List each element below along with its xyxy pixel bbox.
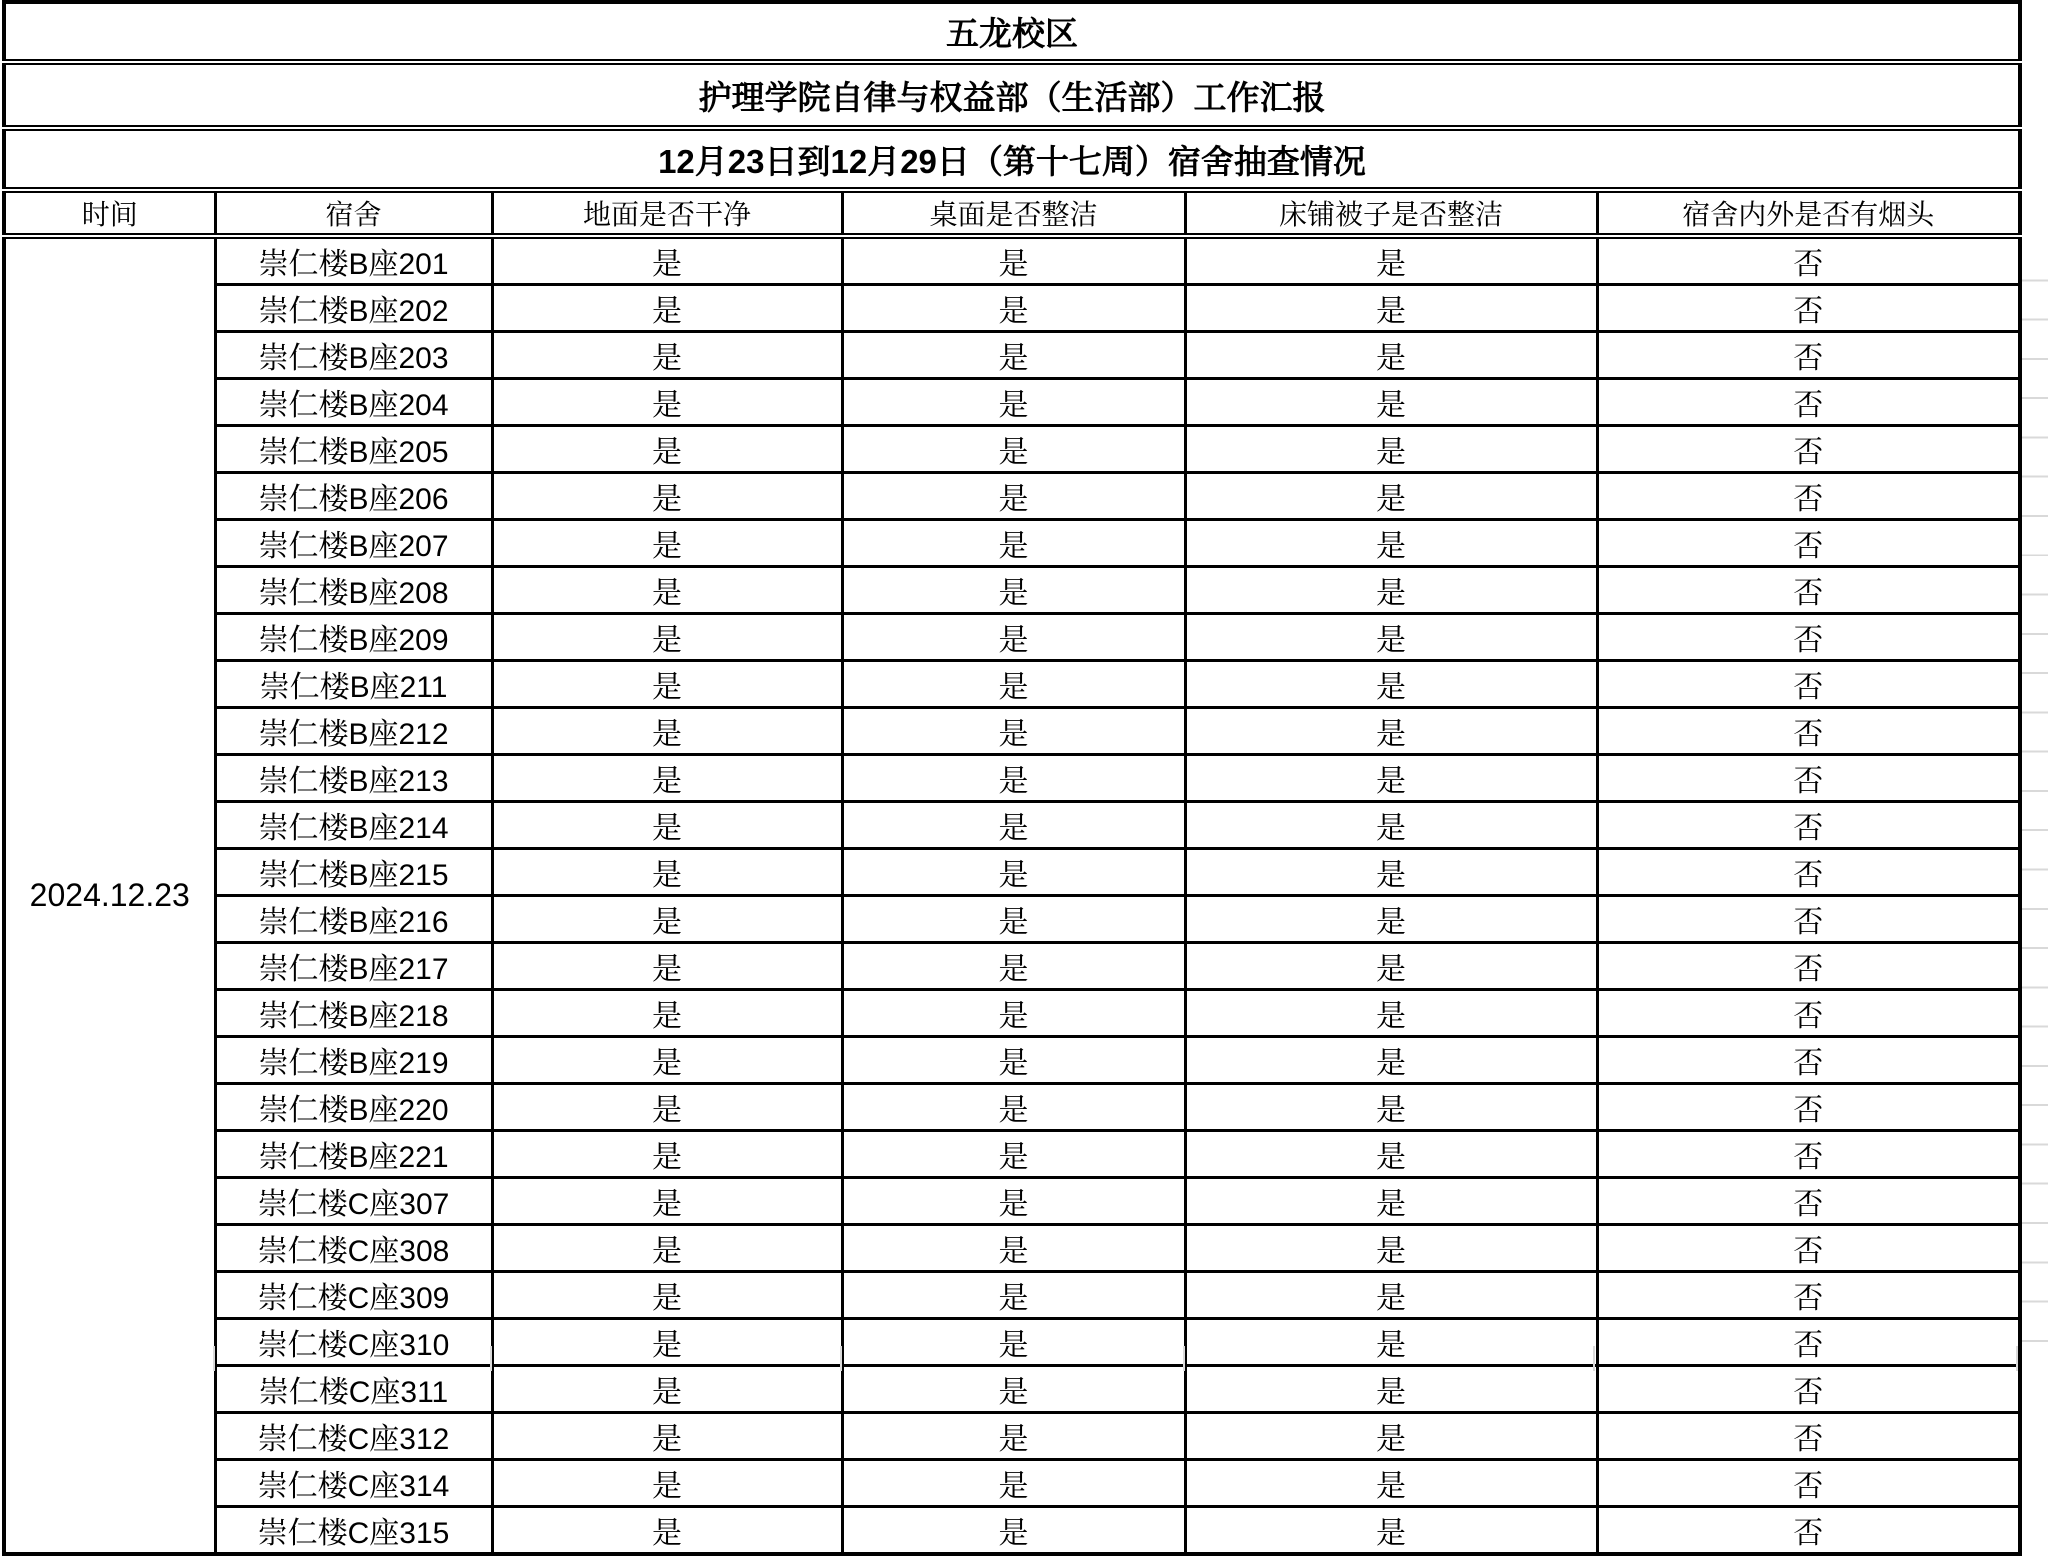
check-cell-cigarette-butts: 否 — [1597, 1460, 2020, 1507]
check-cell-floor-clean: 是 — [492, 332, 842, 379]
dorm-cell: 崇仁楼C座309 — [215, 1272, 492, 1319]
table-row — [4, 567, 2020, 614]
check-cell-cigarette-butts: 否 — [1597, 1178, 2020, 1225]
table-row — [4, 1178, 2020, 1225]
check-cell-cigarette-butts: 否 — [1597, 708, 2020, 755]
check-cell-floor-clean: 是 — [492, 990, 842, 1037]
check-cell-bed-tidy: 是 — [1185, 1178, 1597, 1225]
check-cell-desk-tidy: 是 — [842, 1225, 1185, 1272]
check-cell-cigarette-butts: 否 — [1597, 614, 2020, 661]
check-cell-bed-tidy: 是 — [1185, 236, 1597, 285]
check-cell-desk-tidy: 是 — [842, 520, 1185, 567]
check-cell-desk-tidy: 是 — [842, 1507, 1185, 1555]
table-row — [4, 426, 2020, 473]
grid-extension-bottom-line — [490, 1346, 492, 1371]
check-cell-desk-tidy: 是 — [842, 1366, 1185, 1413]
table-header-row — [4, 190, 2020, 236]
dorm-cell: 崇仁楼B座204 — [215, 379, 492, 426]
dorm-cell: 崇仁楼C座310 — [215, 1319, 492, 1366]
check-cell-floor-clean: 是 — [492, 943, 842, 990]
check-cell-bed-tidy: 是 — [1185, 1319, 1597, 1366]
table-row — [4, 1272, 2020, 1319]
check-cell-desk-tidy: 是 — [842, 849, 1185, 896]
table-row — [4, 236, 2020, 285]
check-cell-cigarette-butts: 否 — [1597, 661, 2020, 708]
check-cell-cigarette-butts: 否 — [1597, 1225, 2020, 1272]
check-cell-floor-clean: 是 — [492, 755, 842, 802]
check-cell-desk-tidy: 是 — [842, 1084, 1185, 1131]
check-cell-bed-tidy: 是 — [1185, 1225, 1597, 1272]
check-cell-desk-tidy: 是 — [842, 1037, 1185, 1084]
column-header-dorm: 宿舍 — [215, 190, 492, 236]
check-cell-bed-tidy: 是 — [1185, 1084, 1597, 1131]
check-cell-bed-tidy: 是 — [1185, 849, 1597, 896]
table-row — [4, 755, 2020, 802]
check-cell-floor-clean: 是 — [492, 614, 842, 661]
grid-extension-right — [2022, 242, 2048, 1342]
check-cell-cigarette-butts: 否 — [1597, 1366, 2020, 1413]
check-cell-desk-tidy: 是 — [842, 1131, 1185, 1178]
check-cell-desk-tidy: 是 — [842, 1460, 1185, 1507]
title-row-period — [4, 128, 2020, 190]
dorm-cell: 崇仁楼B座201 — [215, 236, 492, 285]
dorm-cell: 崇仁楼B座211 — [215, 661, 492, 708]
report-title: 护理学院自律与权益部（生活部）工作汇报 — [4, 62, 2020, 128]
dorm-cell: 崇仁楼C座315 — [215, 1507, 492, 1555]
check-cell-cigarette-butts: 否 — [1597, 332, 2020, 379]
check-cell-floor-clean: 是 — [492, 849, 842, 896]
column-header-bed-tidy: 床铺被子是否整洁 — [1185, 190, 1597, 236]
check-cell-bed-tidy: 是 — [1185, 1131, 1597, 1178]
table-row — [4, 1460, 2020, 1507]
dorm-cell: 崇仁楼C座307 — [215, 1178, 492, 1225]
check-cell-bed-tidy: 是 — [1185, 285, 1597, 332]
dorm-cell: 崇仁楼B座206 — [215, 473, 492, 520]
check-cell-cigarette-butts: 否 — [1597, 1413, 2020, 1460]
check-cell-cigarette-butts: 否 — [1597, 1037, 2020, 1084]
table-row — [4, 896, 2020, 943]
check-cell-floor-clean: 是 — [492, 1178, 842, 1225]
check-cell-bed-tidy: 是 — [1185, 661, 1597, 708]
dorm-cell: 崇仁楼C座311 — [215, 1366, 492, 1413]
check-cell-desk-tidy: 是 — [842, 755, 1185, 802]
check-cell-bed-tidy: 是 — [1185, 802, 1597, 849]
table-row — [4, 1084, 2020, 1131]
dorm-cell: 崇仁楼B座214 — [215, 802, 492, 849]
check-cell-floor-clean: 是 — [492, 661, 842, 708]
dorm-cell: 崇仁楼B座203 — [215, 332, 492, 379]
check-cell-cigarette-butts: 否 — [1597, 1319, 2020, 1366]
dorm-cell: 崇仁楼B座213 — [215, 755, 492, 802]
check-cell-floor-clean: 是 — [492, 802, 842, 849]
check-cell-desk-tidy: 是 — [842, 708, 1185, 755]
check-cell-desk-tidy: 是 — [842, 990, 1185, 1037]
table-row — [4, 379, 2020, 426]
dorm-cell: 崇仁楼B座208 — [215, 567, 492, 614]
table-row — [4, 1131, 2020, 1178]
table-row — [4, 614, 2020, 661]
check-cell-floor-clean: 是 — [492, 285, 842, 332]
title-row-report — [4, 62, 2020, 128]
table-row — [4, 1366, 2020, 1413]
check-cell-bed-tidy: 是 — [1185, 379, 1597, 426]
check-cell-desk-tidy: 是 — [842, 379, 1185, 426]
check-cell-cigarette-butts: 否 — [1597, 236, 2020, 285]
check-cell-cigarette-butts: 否 — [1597, 802, 2020, 849]
check-cell-desk-tidy: 是 — [842, 473, 1185, 520]
table-row — [4, 943, 2020, 990]
check-cell-cigarette-butts: 否 — [1597, 1131, 2020, 1178]
check-cell-bed-tidy: 是 — [1185, 426, 1597, 473]
dorm-cell: 崇仁楼B座209 — [215, 614, 492, 661]
check-cell-floor-clean: 是 — [492, 567, 842, 614]
table-row — [4, 990, 2020, 1037]
dorm-cell: 崇仁楼B座218 — [215, 990, 492, 1037]
dorm-cell: 崇仁楼B座207 — [215, 520, 492, 567]
table-row — [4, 1413, 2020, 1460]
campus-title: 五龙校区 — [4, 2, 2020, 62]
grid-extension-bottom-line — [1593, 1346, 1595, 1371]
check-cell-desk-tidy: 是 — [842, 236, 1185, 285]
check-cell-floor-clean: 是 — [492, 1131, 842, 1178]
check-cell-bed-tidy: 是 — [1185, 1272, 1597, 1319]
column-header-time: 时间 — [4, 190, 215, 236]
check-cell-bed-tidy: 是 — [1185, 520, 1597, 567]
check-cell-cigarette-butts: 否 — [1597, 473, 2020, 520]
table-row — [4, 332, 2020, 379]
check-cell-desk-tidy: 是 — [842, 896, 1185, 943]
check-cell-desk-tidy: 是 — [842, 802, 1185, 849]
check-cell-floor-clean: 是 — [492, 1413, 842, 1460]
check-cell-floor-clean: 是 — [492, 1366, 842, 1413]
check-cell-bed-tidy: 是 — [1185, 614, 1597, 661]
grid-extension-bottom-line — [213, 1346, 215, 1371]
check-cell-desk-tidy: 是 — [842, 1319, 1185, 1366]
check-cell-cigarette-butts: 否 — [1597, 1507, 2020, 1555]
title-row-campus — [4, 2, 2020, 62]
inspection-report-table — [2, 0, 2022, 1556]
check-cell-bed-tidy: 是 — [1185, 332, 1597, 379]
table-row — [4, 1225, 2020, 1272]
check-cell-bed-tidy: 是 — [1185, 1037, 1597, 1084]
check-cell-desk-tidy: 是 — [842, 426, 1185, 473]
column-header-floor-clean: 地面是否干净 — [492, 190, 842, 236]
check-cell-bed-tidy: 是 — [1185, 1460, 1597, 1507]
check-cell-floor-clean: 是 — [492, 379, 842, 426]
check-cell-cigarette-butts: 否 — [1597, 755, 2020, 802]
grid-extension-bottom-line — [840, 1346, 842, 1371]
table-row — [4, 1037, 2020, 1084]
dorm-cell: 崇仁楼C座312 — [215, 1413, 492, 1460]
check-cell-cigarette-butts: 否 — [1597, 379, 2020, 426]
check-cell-desk-tidy: 是 — [842, 1272, 1185, 1319]
check-cell-floor-clean: 是 — [492, 1037, 842, 1084]
check-cell-bed-tidy: 是 — [1185, 990, 1597, 1037]
check-cell-floor-clean: 是 — [492, 426, 842, 473]
check-cell-desk-tidy: 是 — [842, 943, 1185, 990]
dorm-cell: 崇仁楼B座221 — [215, 1131, 492, 1178]
dorm-cell: 崇仁楼B座216 — [215, 896, 492, 943]
date-cell: 2024.12.23 — [4, 236, 215, 1554]
check-cell-desk-tidy: 是 — [842, 285, 1185, 332]
table-row — [4, 708, 2020, 755]
check-cell-floor-clean: 是 — [492, 896, 842, 943]
check-cell-bed-tidy: 是 — [1185, 567, 1597, 614]
check-cell-bed-tidy: 是 — [1185, 896, 1597, 943]
table-row — [4, 520, 2020, 567]
check-cell-floor-clean: 是 — [492, 708, 842, 755]
check-cell-bed-tidy: 是 — [1185, 755, 1597, 802]
check-cell-cigarette-butts: 否 — [1597, 285, 2020, 332]
check-cell-bed-tidy: 是 — [1185, 1366, 1597, 1413]
check-cell-bed-tidy: 是 — [1185, 708, 1597, 755]
check-cell-floor-clean: 是 — [492, 1460, 842, 1507]
check-cell-cigarette-butts: 否 — [1597, 1084, 2020, 1131]
check-cell-floor-clean: 是 — [492, 1507, 842, 1555]
dorm-cell: 崇仁楼B座217 — [215, 943, 492, 990]
check-cell-floor-clean: 是 — [492, 1225, 842, 1272]
check-cell-cigarette-butts: 否 — [1597, 943, 2020, 990]
check-cell-floor-clean: 是 — [492, 1084, 842, 1131]
check-cell-desk-tidy: 是 — [842, 1413, 1185, 1460]
check-cell-floor-clean: 是 — [492, 473, 842, 520]
check-cell-cigarette-butts: 否 — [1597, 896, 2020, 943]
dorm-cell: 崇仁楼B座215 — [215, 849, 492, 896]
check-cell-cigarette-butts: 否 — [1597, 520, 2020, 567]
table-row — [4, 661, 2020, 708]
column-header-desk-tidy: 桌面是否整洁 — [842, 190, 1185, 236]
check-cell-floor-clean: 是 — [492, 1272, 842, 1319]
grid-extension-bottom-line — [1183, 1346, 1185, 1371]
check-cell-floor-clean: 是 — [492, 520, 842, 567]
table-row — [4, 849, 2020, 896]
table-row — [4, 473, 2020, 520]
table-row — [4, 1319, 2020, 1366]
check-cell-desk-tidy: 是 — [842, 661, 1185, 708]
check-cell-cigarette-butts: 否 — [1597, 1272, 2020, 1319]
check-cell-desk-tidy: 是 — [842, 332, 1185, 379]
check-cell-cigarette-butts: 否 — [1597, 849, 2020, 896]
dorm-cell: 崇仁楼B座205 — [215, 426, 492, 473]
dorm-cell: 崇仁楼B座202 — [215, 285, 492, 332]
table-row — [4, 802, 2020, 849]
dorm-cell: 崇仁楼C座314 — [215, 1460, 492, 1507]
dorm-cell: 崇仁楼B座219 — [215, 1037, 492, 1084]
check-cell-bed-tidy: 是 — [1185, 473, 1597, 520]
check-cell-floor-clean: 是 — [492, 1319, 842, 1366]
check-cell-desk-tidy: 是 — [842, 567, 1185, 614]
check-cell-bed-tidy: 是 — [1185, 943, 1597, 990]
dorm-cell: 崇仁楼B座212 — [215, 708, 492, 755]
grid-extension-bottom-line — [2016, 1346, 2018, 1371]
check-cell-desk-tidy: 是 — [842, 1178, 1185, 1225]
period-title: 12月23日到12月29日（第十七周）宿舍抽查情况 — [4, 128, 2020, 190]
dorm-cell: 崇仁楼C座308 — [215, 1225, 492, 1272]
check-cell-cigarette-butts: 否 — [1597, 990, 2020, 1037]
check-cell-cigarette-butts: 否 — [1597, 567, 2020, 614]
check-cell-bed-tidy: 是 — [1185, 1413, 1597, 1460]
check-cell-desk-tidy: 是 — [842, 614, 1185, 661]
table-row — [4, 1507, 2020, 1555]
check-cell-bed-tidy: 是 — [1185, 1507, 1597, 1555]
column-header-cigarette-butts: 宿舍内外是否有烟头 — [1597, 190, 2020, 236]
check-cell-floor-clean: 是 — [492, 236, 842, 285]
dorm-cell: 崇仁楼B座220 — [215, 1084, 492, 1131]
check-cell-cigarette-butts: 否 — [1597, 426, 2020, 473]
table-row — [4, 285, 2020, 332]
